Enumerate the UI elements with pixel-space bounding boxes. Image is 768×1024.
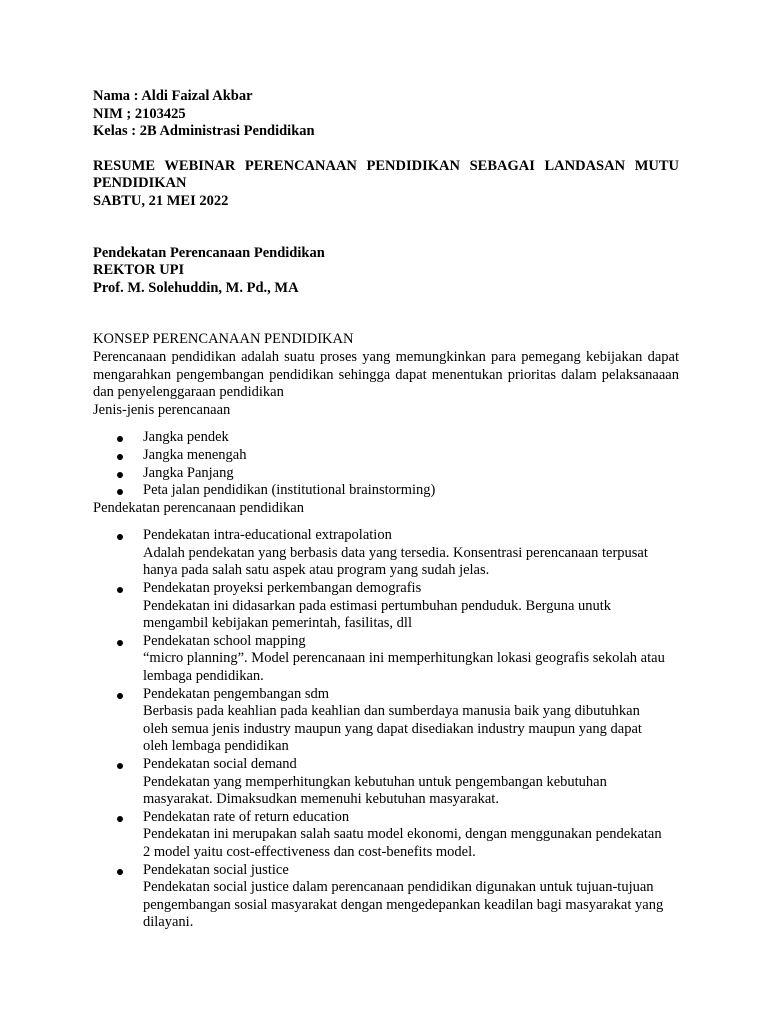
item-title: Pendekatan social demand <box>143 756 297 772</box>
title-line-1: RESUME WEBINAR PERENCANAAN PENDIDIKAN SEBAGAI LANDASAN MUTU <box>93 157 679 174</box>
list-item-label: Jangka Panjang <box>143 464 234 481</box>
bullet-icon <box>117 816 123 822</box>
list-item <box>93 633 679 686</box>
title-line-2: PENDIDIKAN <box>93 175 187 192</box>
jenis-heading: Jenis-jenis perencanaan <box>93 401 231 418</box>
item-description: Pendekatan ini merupakan salah saatu model ekonomi, dengan menggunakan pendekatan 2 model yaitu cost-effectiveness dan cost-benefits model. <box>143 826 662 860</box>
bullet-icon <box>117 693 123 699</box>
bullet-icon <box>117 534 123 540</box>
konsep-paragraph: Perencanaan pendidikan adalah suatu proses yang memungkinkan para pemegang kebijakan dapat mengarahkan pengembangan pendidikan sehingga dapat menentukan prioritas dalam pelaksanaaan dan penyelenggaraan pendidikan <box>93 348 679 401</box>
list-item <box>93 756 679 809</box>
item-title: Pendekatan proyeksi perkembangan demografis <box>143 580 422 597</box>
list-item <box>93 429 679 447</box>
list-item-label: Peta jalan pendidikan (institutional brainstorming) <box>143 482 436 499</box>
student-nim: NIM ; 2103425 <box>93 105 186 122</box>
student-class: Kelas : 2B Administrasi Pendidikan <box>93 123 315 140</box>
list-item <box>93 809 679 862</box>
bullet-icon <box>117 640 123 646</box>
bullet-icon <box>117 763 123 769</box>
item-title: Pendekatan school mapping <box>143 632 306 649</box>
document-page <box>93 88 679 932</box>
speaker-info <box>93 245 679 298</box>
list-item <box>93 580 679 633</box>
pendekatan-list <box>93 527 679 932</box>
speaker-position: REKTOR UPI <box>93 262 185 279</box>
list-item <box>93 686 679 756</box>
student-info <box>93 88 679 141</box>
item-title: Pendekatan intra-educational extrapolation <box>143 527 392 544</box>
list-item <box>93 482 679 500</box>
jenis-list <box>93 429 679 499</box>
document-title <box>93 158 679 211</box>
item-description: Adalah pendekatan yang berbasis data yang tersedia. Konsentrasi perencanaan terpusat hanya pada salah satu aspek atau program yang sudah jelas. <box>143 544 648 579</box>
list-item <box>93 862 679 932</box>
list-item <box>93 527 679 580</box>
bullet-icon <box>117 489 123 495</box>
bullet-icon <box>117 587 123 593</box>
student-name: Nama : Aldi Faizal Akbar <box>93 88 253 104</box>
speaker-name: Prof. M. Solehuddin, M. Pd., MA <box>93 279 299 296</box>
webinar-date: SABTU, 21 MEI 2022 <box>93 192 229 209</box>
bullet-icon <box>117 869 123 875</box>
bullet-icon <box>117 436 123 442</box>
item-title: Pendekatan pengembangan sdm <box>143 685 330 702</box>
item-description: “micro planning”. Model perencanaan ini memperhitungkan lokasi geografis sekolah atau lembaga pendidikan. <box>143 650 665 685</box>
speaker-topic: Pendekatan Perencanaan Pendidikan <box>93 244 325 261</box>
item-description: Pendekatan yang memperhitungkan kebutuhan untuk pengembangan kebutuhan masyarakat. Dimaksudkan memenuhi kebutuhan masyarakat. <box>143 773 607 808</box>
item-description: Pendekatan ini didasarkan pada estimasi pertumbuhan penduduk. Berguna unutk mengambil kebijakan pemerintah, fasilitas, dll <box>143 597 612 632</box>
list-item <box>93 447 679 465</box>
bullet-icon <box>117 454 123 460</box>
konsep-heading: KONSEP PERENCANAAN PENDIDIKAN <box>93 331 354 348</box>
item-description: Berbasis pada keahlian pada keahlian dan sumberdaya manusia baik yang dibutuhkan oleh semua jenis industry maupun yang dapat disediakan industry maupun yang dapat oleh lembaga pendidikan <box>143 703 642 755</box>
pendekatan-heading: Pendekatan perencanaan pendidikan <box>93 499 304 516</box>
konsep-section <box>93 331 679 932</box>
list-item-label: Jangka pendek <box>143 429 229 446</box>
list-item <box>93 465 679 483</box>
item-title: Pendekatan social justice <box>143 861 289 878</box>
item-description: Pendekatan social justice dalam perencanaan pendidikan digunakan untuk tujuan-tujuan pengembangan sosial masyarakat dengan mengedepankan keadilan bagi masyarakat yang dilayani. <box>143 879 664 931</box>
item-title: Pendekatan rate of return education <box>143 808 350 825</box>
list-item-label: Jangka menengah <box>143 446 247 463</box>
bullet-icon <box>117 472 123 478</box>
